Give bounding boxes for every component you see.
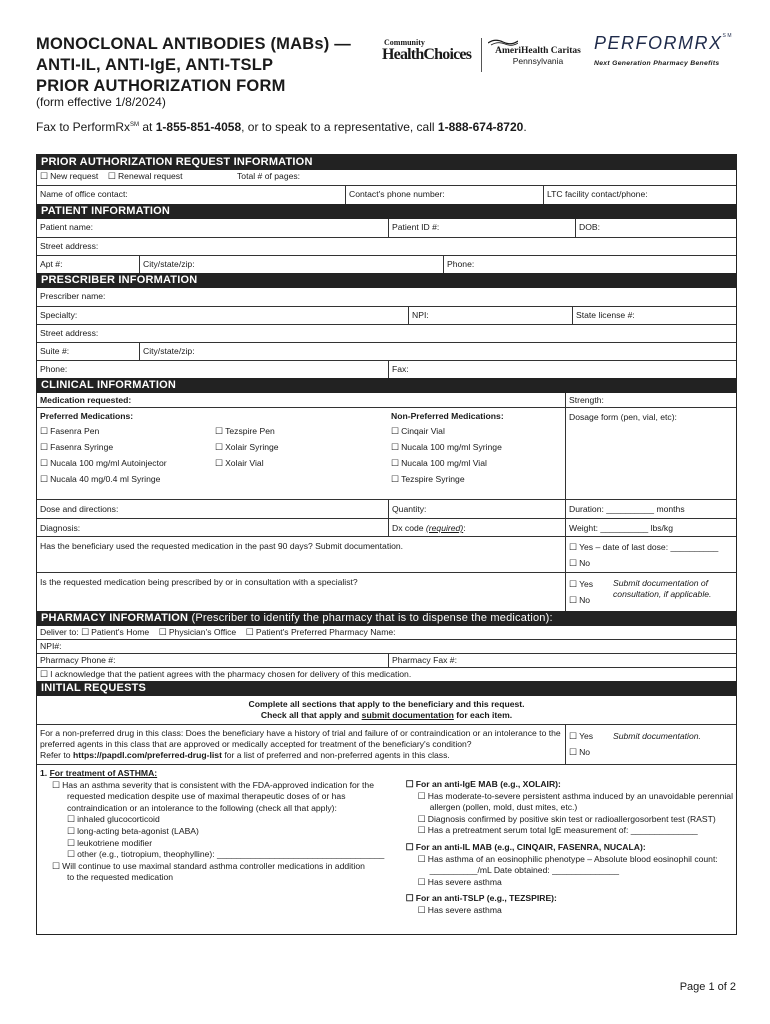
nucala-100-syringe-checkbox[interactable] <box>391 442 401 452</box>
ige-rast-checkbox[interactable] <box>418 814 428 824</box>
strength-field[interactable]: Strength: <box>566 393 736 408</box>
leukotriene-checkbox[interactable] <box>67 838 77 848</box>
patient-city-row <box>37 255 736 273</box>
asthma-right <box>406 768 733 932</box>
inhaled-glucocorticoid-label: inhaled glucocorticoid <box>77 814 160 825</box>
nucala-40mg-syringe-label: Nucala 40 mg/0.4 ml Syringe <box>50 474 161 484</box>
ige-measurement-checkbox[interactable] <box>418 825 428 835</box>
specialist-yes-label: Yes <box>579 579 594 589</box>
phone-number: 1-888-674-8720 <box>437 120 524 134</box>
cinqair-vial-label: Cinqair Vial <box>401 426 445 436</box>
specialist-no-checkbox[interactable] <box>569 595 579 605</box>
initial-instruction-2 <box>40 710 733 721</box>
refer-post: for a list of preferred and non-preferred agents in this class. <box>221 750 450 760</box>
request-type-row <box>37 170 736 185</box>
section-prior-auth: PRIOR AUTHORIZATION REQUEST INFORMATION <box>37 155 736 170</box>
prescriber-name-field[interactable]: Prescriber name: <box>40 291 106 301</box>
duration-field[interactable]: Duration: __________ months <box>565 500 736 518</box>
patient-street-field[interactable]: Street address: <box>40 241 99 251</box>
dosage-form-field[interactable]: Dosage form (pen, vial, etc): <box>569 412 677 422</box>
new-request-checkbox[interactable] <box>40 171 50 181</box>
past-use-yes-checkbox[interactable] <box>569 542 579 552</box>
ahc-sub-text: Pennsylvania <box>512 56 564 66</box>
continue-controller-checkbox[interactable] <box>52 861 62 871</box>
amerihealth-caritas-logo <box>488 38 588 72</box>
patient-phone-field[interactable]: Phone: <box>443 256 736 273</box>
il-item-1: Has asthma of an eosinophilic phenotype – Absolute blood eosinophil count: <box>427 853 718 864</box>
il-eosinophilic-checkbox[interactable] <box>418 854 428 864</box>
specialist-row <box>37 572 736 611</box>
weight-field[interactable]: Weight: __________ lbs/kg <box>565 519 736 536</box>
title-line-3: PRIOR AUTHORIZATION FORM <box>36 77 286 95</box>
specialist-submit-note: Submit documentation of consultation, if applicable. <box>613 578 712 599</box>
other-controller-checkbox[interactable] <box>67 849 77 859</box>
diagnosis-field[interactable]: Diagnosis: <box>40 523 81 533</box>
section-pharmacy <box>37 611 736 626</box>
past-use-no-label: No <box>579 558 591 568</box>
section-prescriber: PRESCRIBER INFORMATION <box>37 273 736 288</box>
prescriber-npi-field[interactable]: NPI: <box>408 307 572 324</box>
new-request-label: New request <box>50 171 99 181</box>
xolair-syringe-checkbox[interactable] <box>215 442 225 452</box>
section-patient: PATIENT INFORMATION <box>37 204 736 219</box>
continue-line-1: Will continue to use maximal standard asthma controller medications in addition <box>62 860 365 871</box>
patient-name-field[interactable]: Patient name: <box>40 222 94 232</box>
non-preferred-yes-checkbox[interactable] <box>569 731 579 741</box>
dose-directions-field[interactable]: Dose and directions: <box>40 504 119 514</box>
prescriber-city-field[interactable]: City/state/zip: <box>139 343 736 360</box>
nucala-100-vial-checkbox[interactable] <box>391 458 401 468</box>
nucala-autoinjector-checkbox[interactable] <box>40 458 50 468</box>
nucala-100-vial-label: Nucala 100 mg/ml Vial <box>401 458 487 468</box>
renewal-request-label: Renewal request <box>117 171 183 181</box>
specialist-no-label: No <box>579 595 591 605</box>
form-effective-date: (form effective 1/8/2024) <box>36 95 166 109</box>
non-preferred-medications-label: Non-Preferred Medications: <box>391 411 504 421</box>
pharmacy-phone-field[interactable]: Pharmacy Phone #: <box>40 655 116 665</box>
anti-ige-checkbox[interactable] <box>406 779 416 789</box>
tezspire-pen-label: Tezspire Pen <box>225 426 275 436</box>
initial-instructions <box>37 696 736 724</box>
acknowledge-label: I acknowledge that the patient agrees with the pharmacy chosen for delivery of this medication. <box>50 669 412 679</box>
prx-tagline: Next Generation Pharmacy Benefits <box>594 60 720 67</box>
nucala-autoinjector-label: Nucala 100 mg/ml Autoinjector <box>50 458 167 468</box>
past-use-question: Has the beneficiary used the requested medication in the past 90 days? Submit documentation. <box>40 541 404 551</box>
prescriber-city-row <box>37 342 736 360</box>
performrx-logo <box>594 33 744 77</box>
contact-phone-field[interactable]: Contact's phone number: <box>345 186 543 204</box>
medication-requested-label: Medication requested: <box>37 393 565 408</box>
office-contact-row <box>37 185 736 204</box>
non-preferred-col <box>391 409 562 487</box>
non-preferred-no-label: No <box>579 747 591 757</box>
prescriber-name-row <box>37 288 736 306</box>
non-preferred-refer <box>40 750 562 761</box>
total-pages-field[interactable]: Total # of pages: <box>237 171 301 181</box>
acknowledge-checkbox[interactable] <box>40 669 50 679</box>
prior-authorization-form <box>36 154 737 935</box>
xolair-syringe-label: Xolair Syringe <box>225 442 279 452</box>
asthma-severity-line-2: requested medication despite use of maximal therapeutic doses of or has <box>67 791 346 802</box>
pharmacy-phone-row <box>37 653 736 667</box>
refer-pre: Refer to <box>40 750 73 760</box>
prescriber-street-field[interactable]: Street address: <box>40 328 99 338</box>
dose-row <box>37 499 736 518</box>
asthma-row <box>37 764 736 934</box>
non-preferred-submit-note: Submit documentation. <box>613 731 701 741</box>
asthma-severity-line-1: Has an asthma severity that is consistent with the FDA-approved indication for the <box>62 779 374 790</box>
prescriber-street-row <box>37 324 736 342</box>
instr2-underlined: submit documentation <box>361 710 454 720</box>
prescriber-phone-row <box>37 360 736 378</box>
preferred-medications-label: Preferred Medications: <box>40 411 134 421</box>
non-preferred-no-checkbox[interactable] <box>569 747 579 757</box>
nucala-100-syringe-label: Nucala 100 mg/ml Syringe <box>401 442 502 452</box>
prescriber-fax-field[interactable]: Fax: <box>388 361 736 378</box>
prescriber-license-field[interactable]: State license #: <box>572 307 736 324</box>
fax-mid: at <box>139 120 156 134</box>
asthma-left <box>40 768 406 932</box>
prescriber-suite-field[interactable]: Suite #: <box>40 346 70 356</box>
prx-main-text: PERFORMRX <box>594 33 723 53</box>
prescriber-phone-field[interactable]: Phone: <box>40 364 68 374</box>
acknowledge-row <box>37 667 736 681</box>
ige-item-1b: allergen (pollen, mold, dust mites, etc.) <box>429 802 578 813</box>
fasenra-pen-label: Fasenra Pen <box>50 426 100 436</box>
preferred-col-2 <box>215 423 391 487</box>
fasenra-syringe-checkbox[interactable] <box>40 442 50 452</box>
anti-tslp-title: For an anti-TSLP (e.g., TEZSPIRE): <box>415 893 557 904</box>
chc-top-text: Community <box>384 38 425 47</box>
fax-end: . <box>523 120 527 134</box>
logo-divider <box>481 38 482 72</box>
anti-il-checkbox[interactable] <box>406 842 416 852</box>
prx-sm: SM <box>722 33 734 39</box>
section-clinical: CLINICAL INFORMATION <box>37 378 736 393</box>
deliver-pharmacy-checkbox[interactable] <box>246 627 256 637</box>
asthma-severity-checkbox[interactable] <box>52 780 62 790</box>
title-line-1: MONOCLONAL ANTIBODIES (MABs) — <box>36 35 351 53</box>
dx-required-label: (required) <box>425 523 464 533</box>
il-item-2: Has severe asthma <box>427 876 502 887</box>
anti-il-title: For an anti-IL MAB (e.g., CINQAIR, FASENRA, NUCALA): <box>415 841 646 852</box>
fax-pre: Fax to PerformRx <box>36 120 131 134</box>
fax-instructions <box>36 120 527 134</box>
quantity-field[interactable]: Quantity: <box>388 500 565 518</box>
past-use-yes-label: Yes – date of last dose: __________ <box>579 542 719 552</box>
pharmacy-npi-field[interactable]: NPI#: <box>40 641 62 651</box>
deliver-to-row <box>37 626 736 639</box>
il-item-1b: __________/mL Date obtained: ______________ <box>429 865 620 876</box>
past-use-no-checkbox[interactable] <box>569 558 579 568</box>
deliver-home-checkbox[interactable] <box>81 627 91 637</box>
deliver-office-checkbox[interactable] <box>159 627 169 637</box>
dx-code-field[interactable] <box>388 519 565 536</box>
patient-name-row <box>37 219 736 237</box>
diagnosis-row <box>37 518 736 536</box>
prescriber-specialty-field[interactable]: Specialty: <box>40 310 78 320</box>
ltc-contact-field[interactable]: LTC facility contact/phone: <box>543 186 736 204</box>
tezspire-syringe-checkbox[interactable] <box>391 474 401 484</box>
preferred-col-1 <box>40 423 215 487</box>
inhaled-glucocorticoid-checkbox[interactable] <box>67 814 77 824</box>
anti-ige-title: For an anti-IgE MAB (e.g., XOLAIR): <box>415 779 561 789</box>
medication-block <box>37 393 736 499</box>
non-preferred-yes-label: Yes <box>579 731 594 741</box>
asthma-title: For treatment of ASTHMA: <box>49 768 158 778</box>
tezspire-syringe-label: Tezspire Syringe <box>401 474 465 484</box>
initial-instruction-1: Complete all sections that apply to the beneficiary and this request. <box>248 699 525 709</box>
chc-main-text: HealthChoices <box>382 46 472 63</box>
non-preferred-question: For a non-preferred drug in this class: Does the beneficiary have a history of trial and failure of or contraindication or an intolerance to the preferred agents in this class that are approved or medically accepted for treatment of the beneficiary's condition? <box>40 728 561 749</box>
ige-item-2: Diagnosis confirmed by positive skin test or radioallergosorbent test (RAST) <box>427 813 716 824</box>
asthma-number: 1. <box>40 768 50 778</box>
specialist-question: Is the requested medication being prescribed by or in consultation with a specialist? <box>40 577 358 587</box>
non-preferred-row <box>37 724 736 764</box>
xolair-vial-checkbox[interactable] <box>215 458 225 468</box>
other-controller-label: other (e.g., tiotropium, theophylline): ___________________________________ <box>77 849 385 860</box>
fasenra-syringe-label: Fasenra Syringe <box>50 442 114 452</box>
pharmacy-heading-note: (Prescriber to identify the pharmacy that is to dispense the medication): <box>188 612 553 624</box>
deliver-to-label: Deliver to: <box>40 627 79 637</box>
instr2-pre: Check all that apply and <box>260 710 362 720</box>
tslp-item: Has severe asthma <box>427 904 502 915</box>
tslp-severe-checkbox[interactable] <box>418 905 428 915</box>
community-healthchoices-logo <box>382 38 474 72</box>
page-number: Page 1 of 2 <box>679 981 736 993</box>
ige-item-1: Has moderate-to-severe persistent asthma induced by an unavoidable perennial <box>427 790 733 801</box>
office-contact-field[interactable]: Name of office contact: <box>40 189 128 199</box>
ige-item-3: Has a pretreatment serum total IgE measurement of: ______________ <box>427 825 698 836</box>
asthma-severity-line-3: contraindication or an intolerance to the following (check all that apply): <box>67 802 337 813</box>
il-severe-checkbox[interactable] <box>418 877 428 887</box>
patient-street-row <box>37 237 736 255</box>
section-initial-requests: INITIAL REQUESTS <box>37 681 736 696</box>
fax-sm: SM <box>130 122 140 128</box>
fax-number: 1-855-851-4058 <box>155 120 242 134</box>
laba-checkbox[interactable] <box>67 826 77 836</box>
renewal-request-checkbox[interactable] <box>108 171 118 181</box>
pharmacy-heading: PHARMACY INFORMATION <box>41 612 189 624</box>
patient-apt-field[interactable]: Apt #: <box>40 259 63 269</box>
past-use-row <box>37 536 736 572</box>
cinqair-vial-checkbox[interactable] <box>391 426 401 436</box>
ige-persistent-checkbox[interactable] <box>418 791 428 801</box>
title-line-2: ANTI-IL, ANTI-IgE, ANTI-TSLP <box>36 56 274 74</box>
patient-dob-field[interactable]: DOB: <box>575 219 736 237</box>
fasenra-pen-checkbox[interactable] <box>40 426 50 436</box>
deliver-pharmacy-label: Patient's Preferred Pharmacy Name: <box>255 627 396 637</box>
tezspire-pen-checkbox[interactable] <box>215 426 225 436</box>
nucala-40mg-syringe-checkbox[interactable] <box>40 474 50 484</box>
specialist-yes-checkbox[interactable] <box>569 579 579 589</box>
xolair-vial-label: Xolair Vial <box>225 458 264 468</box>
deliver-home-label: Patient's Home <box>91 627 150 637</box>
prescriber-specialty-row <box>37 306 736 324</box>
dx-code-label: Dx code <box>392 523 426 533</box>
pdl-link[interactable]: https://papdl.com/preferred-drug-list <box>72 750 222 760</box>
fax-mid2: , or to speak to a representative, call <box>241 120 438 134</box>
wave-icon <box>488 38 518 46</box>
deliver-office-label: Physician's Office <box>168 627 237 637</box>
anti-tslp-checkbox[interactable] <box>406 893 416 903</box>
pharmacy-npi-row <box>37 639 736 653</box>
laba-label: long-acting beta-agonist (LABA) <box>77 825 199 836</box>
ahc-main-text: AmeriHealth Caritas <box>495 46 581 56</box>
continue-line-2: to the requested medication <box>67 872 174 883</box>
dx-colon: : <box>463 523 466 533</box>
patient-city-field[interactable]: City/state/zip: <box>139 256 443 273</box>
leukotriene-label: leukotriene modifier <box>77 837 153 848</box>
patient-id-field[interactable]: Patient ID #: <box>388 219 575 237</box>
form-title <box>36 34 396 97</box>
instr2-post: for each item. <box>453 710 513 720</box>
pharmacy-fax-field[interactable]: Pharmacy Fax #: <box>388 654 736 667</box>
